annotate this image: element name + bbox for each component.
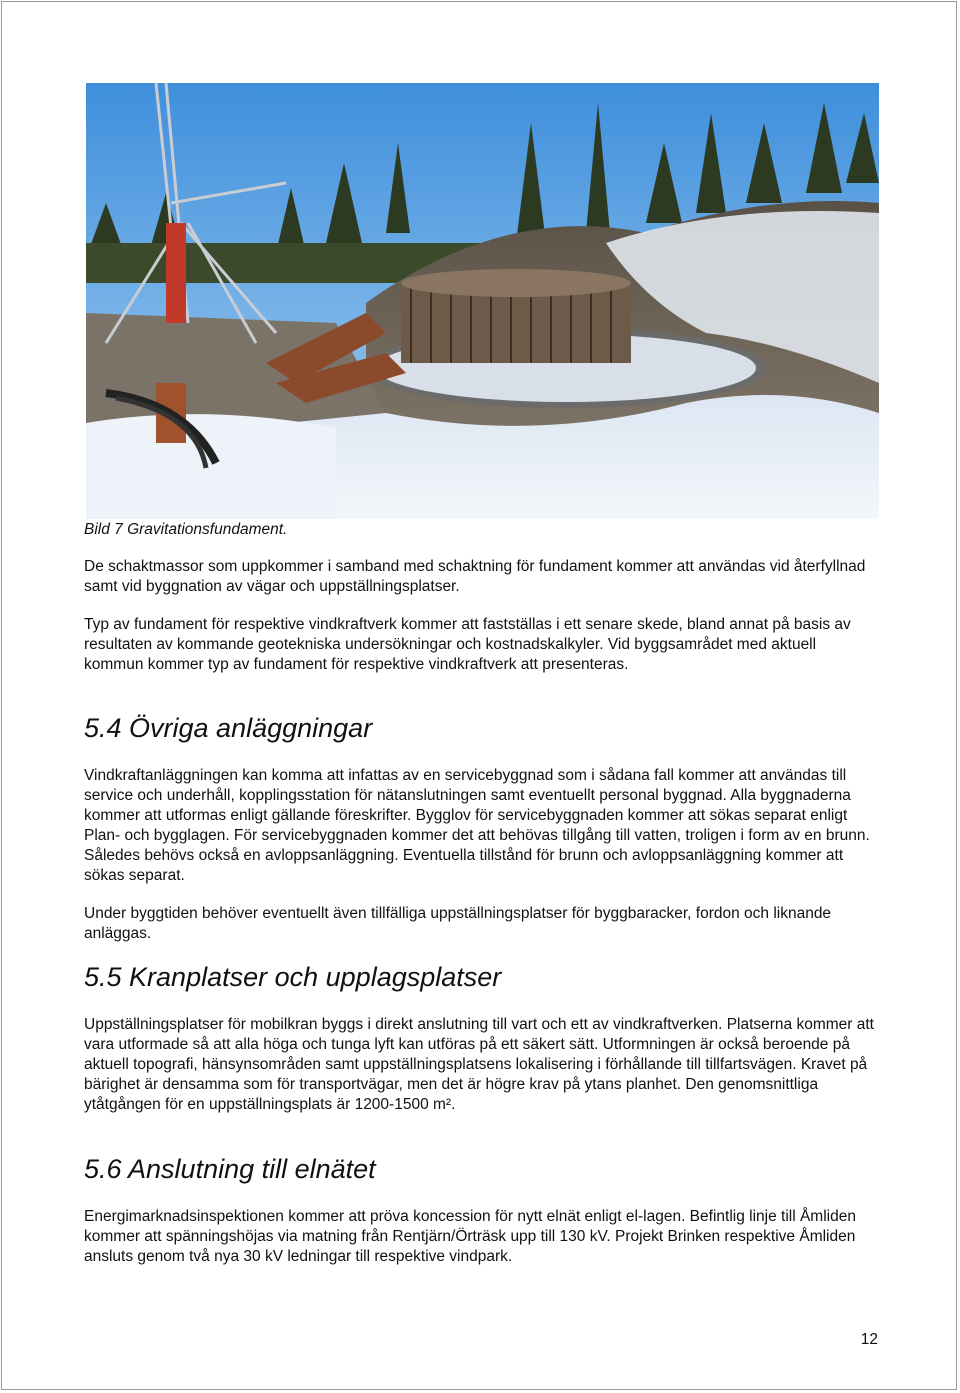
foundation-photo (86, 83, 879, 519)
paragraph-elnatet: Energimarknadsinspektionen kommer att pröva koncession för nytt elnät enligt el-lagen. Befintlig linje till Åmliden kommer att spänningshöjas via matning från Rentjärn/Örträsk upp till 130 kV. Projekt Brinken respektive Åmliden ansluts genom två nya 30 kV ledningar till respektive vindpark. (84, 1208, 856, 1265)
paragraph-servicebyggnad: Vindkraftanläggningen kan komma att infattas av en servicebyggnad som i sådana fall kommer att användas till service och underhåll, kopplingsstation för nätanslutningen samt eventuellt personal byggnad. Alla byggnaderna kommer att utformas enligt gällande föreskrifter. Bygglov för servicebyggnaden kommer att sökas separat enligt Plan- och bygglagen. För servicebyggnaden kommer det att behövas tillgång till vatten, troligen i form av en brunn. Således behövs också en avloppsanläggning. Eventuella tillstånd för brunn och avloppsanläggning kommer att sökas separat. (84, 767, 870, 884)
heading-anslutning-elnatet: 5.6 Anslutning till elnätet (84, 1154, 376, 1184)
figure-caption: Bild 7 Gravitationsfundament. (84, 521, 288, 538)
paragraph-foundation-type: Typ av fundament för respektive vindkraftverk kommer att fastställas i ett senare skede, bland annat på basis av resultaten av kommande geotekniska undersökningar och kostnadskalkyler. Vid byggsamrådet med aktuell kommun kommer typ av fundament för respektive vindkraftverk att presenteras. (84, 616, 851, 673)
paragraph-excavation: De schaktmassor som uppkommer i samband med schaktning för fundament kommer att användas vid återfyllnad samt vid byggnation av vägar och uppställningsplatser. (84, 558, 866, 595)
heading-kranplatser: 5.5 Kranplatser och upplagsplatser (84, 962, 502, 992)
heading-ovriga-anlaggningar: 5.4 Övriga anläggningar (84, 713, 373, 743)
paragraph-uppstallningsplatser: Under byggtiden behöver eventuellt även tillfälliga uppställningsplatser för byggbaracker, fordon och liknande anläggas. (84, 905, 832, 942)
paragraph-kranplatser: Uppställningsplatser för mobilkran byggs i direkt anslutning till vart och ett av vindkraftverken. Platserna kommer att vara utformade så att alla höga och tunga lyft kan utföras på ett säkert sätt. Utformningen är också beroende på aktuell topografi, hänsynsområden samt uppställningsplatsens lokalisering i förhållande till tillfartsvägen. Kravet på bärighet är densamma som för transportvägar, men det är högre krav på ytans planhet. Den genomsnittliga ytåtgången för en uppställningsplats är 1200-1500 m². (84, 1016, 874, 1113)
page-number: 12 (860, 1331, 878, 1348)
